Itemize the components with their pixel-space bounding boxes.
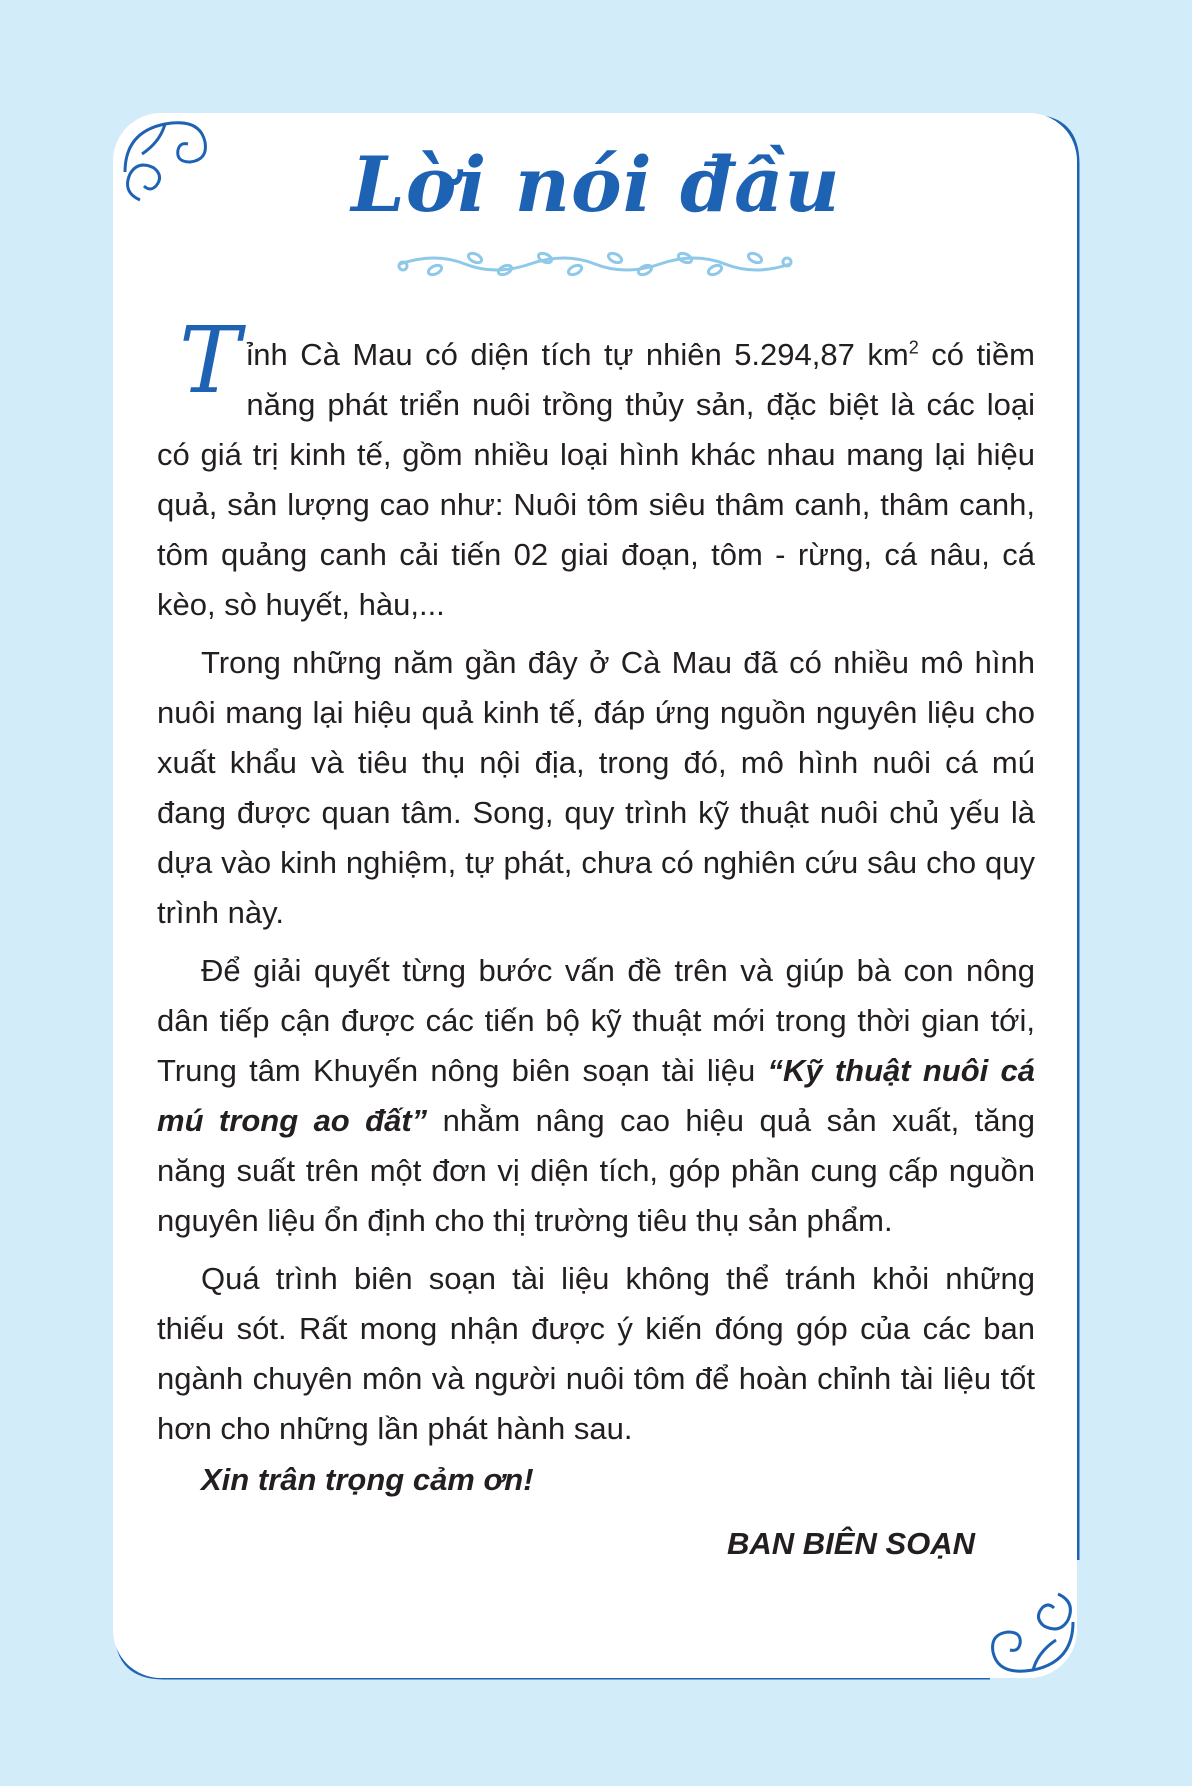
- paragraph-text: Để giải quyết từng bước vấn đề trên và giúp bà con nông dân tiếp cận được các tiến bộ kỹ thuật mới trong thời gian tới, Trung tâm Khuyến nông biên soạn tài liệu: [157, 953, 1035, 1088]
- document-title-emphasis: “Kỹ thuật nuôi cá mú trong ao đất”: [157, 1053, 1035, 1138]
- paragraph: [157, 946, 1035, 1246]
- thanks-line: Xin trân trọng cảm ơn!: [201, 1462, 534, 1497]
- superscript: 2: [908, 337, 919, 358]
- paragraph: [157, 307, 1036, 630]
- paragraph-text: ỉnh Cà Mau có diện tích tự nhiên 5.294,87 km: [246, 337, 909, 372]
- body-text: [157, 307, 1036, 1462]
- vine-divider-icon: [395, 244, 795, 284]
- paragraph: Trong những năm gần đây ở Cà Mau đã có nhiều mô hình nuôi mang lại hiệu quả kinh tế, đáp ứng nguồn nguyên liệu cho xuất khẩu và tiêu thụ nội địa, trong đó, mô hình nuôi cá mú đang được quan tâm. Song, quy trình kỹ thuật nuôi chủ yếu là dựa vào kinh nghiệm, tự phát, chưa có nghiên cứu sâu cho quy trình này.: [157, 645, 1035, 930]
- swirl-ornament-icon: [968, 1572, 1078, 1682]
- drop-cap: T: [179, 307, 241, 414]
- paragraph-text: nhằm nâng cao hiệu quả sản xuất, tăng năng suất trên một đơn vị diện tích, góp phần cung cấp nguồn nguyên liệu ổn định cho thị trường tiêu thụ sản phẩm.: [157, 1103, 1036, 1238]
- paragraph-text: có tiềm năng phát triển nuôi trồng thủy sản, đặc biệt là các loại có giá trị kinh tế, gồm nhiều loại hình khác nhau mang lại hiệu quả, sản lượng cao như: Nuôi tôm siêu thâm canh, thâm canh, tôm quảng canh cải tiến 02 giai đoạn, tôm - rừng, cá nâu, cá kèo, sò huyết, hàu,...: [157, 337, 1036, 622]
- page-title: Lời nói đầu: [351, 140, 841, 229]
- signature: BAN BIÊN SOẠN: [727, 1526, 976, 1561]
- paragraph: Quá trình biên soạn tài liệu không thể tránh khỏi những thiếu sót. Rất mong nhận được ý kiến đóng góp của các ban ngành chuyên môn và người nuôi tôm để hoàn chỉnh tài liệu tốt hơn cho những lần phát hành sau.: [157, 1261, 1035, 1446]
